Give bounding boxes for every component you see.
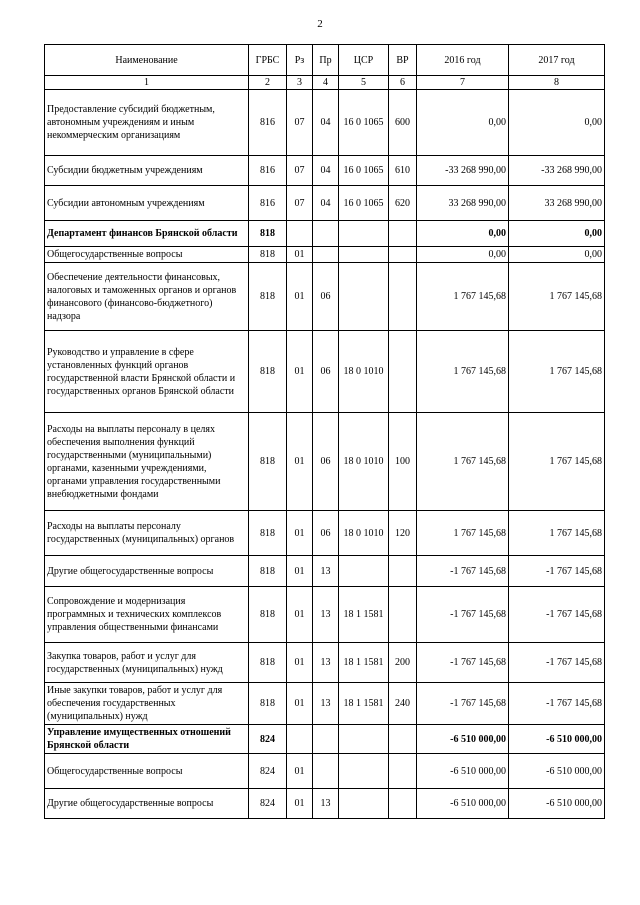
cell-name: Предоставление субсидий бюджетным, автономным учреждениям и иным некоммерческим организациям: [45, 90, 249, 156]
cell-csr: 18 1 1581: [339, 587, 389, 643]
cell-2017: 33 268 990,00: [509, 186, 605, 221]
cell-name: Субсидии автономным учреждениям: [45, 186, 249, 221]
cell-csr: 18 1 1581: [339, 683, 389, 725]
cell-name: Руководство и управление в сфере установленных функций органов государственной власти Брянской области и государственных органов Брянской области: [45, 331, 249, 413]
cell-name: Департамент финансов Брянской области: [45, 221, 249, 247]
table-row: [45, 247, 605, 263]
cell-vr: 100: [389, 413, 417, 511]
cell-csr: [339, 247, 389, 263]
cell-grbs: 818: [249, 413, 287, 511]
cell-name: Другие общегосударственные вопросы: [45, 556, 249, 587]
cell-rz: 01: [287, 247, 313, 263]
cell-grbs: 818: [249, 556, 287, 587]
cell-pr: 04: [313, 186, 339, 221]
cell-2017: -1 767 145,68: [509, 556, 605, 587]
cell-2017: 1 767 145,68: [509, 263, 605, 331]
cell-2017: 0,00: [509, 90, 605, 156]
cell-csr: 16 0 1065: [339, 186, 389, 221]
cell-csr: [339, 263, 389, 331]
cell-name: Иные закупки товаров, работ и услуг для обеспечения государственных (муниципальных) нужд: [45, 683, 249, 725]
table-row: [45, 556, 605, 587]
cell-grbs: 824: [249, 725, 287, 754]
cell-rz: [287, 725, 313, 754]
cell-2017: 1 767 145,68: [509, 511, 605, 556]
cell-name: Расходы на выплаты персоналу государственных (муниципальных) органов: [45, 511, 249, 556]
cell-name: Субсидии бюджетным учреждениям: [45, 156, 249, 186]
cell-2016: 33 268 990,00: [417, 186, 509, 221]
cell-pr: 06: [313, 413, 339, 511]
cell-name: Другие общегосударственные вопросы: [45, 789, 249, 819]
cell-2016: -1 767 145,68: [417, 643, 509, 683]
header-row: [45, 45, 605, 76]
table-row: [45, 683, 605, 725]
cell-csr: 16 0 1065: [339, 156, 389, 186]
cell-name: Расходы на выплаты персоналу в целях обеспечения выполнения функций государственными (муниципальными) органами, казенными учреждениями, органами управления государственными внебюджетными фондами: [45, 413, 249, 511]
column-number: 6: [389, 76, 417, 90]
cell-pr: 13: [313, 556, 339, 587]
column-number: 8: [509, 76, 605, 90]
cell-vr: [389, 725, 417, 754]
cell-grbs: 818: [249, 511, 287, 556]
cell-pr: 04: [313, 156, 339, 186]
cell-name: Управление имущественных отношений Брянской области: [45, 725, 249, 754]
cell-grbs: 824: [249, 754, 287, 789]
cell-csr: [339, 754, 389, 789]
cell-rz: 01: [287, 413, 313, 511]
cell-2017: 0,00: [509, 247, 605, 263]
column-number: 4: [313, 76, 339, 90]
cell-vr: [389, 789, 417, 819]
cell-2016: 0,00: [417, 90, 509, 156]
table-row: [45, 263, 605, 331]
cell-name: Общегосударственные вопросы: [45, 754, 249, 789]
cell-rz: [287, 221, 313, 247]
cell-grbs: 818: [249, 221, 287, 247]
cell-2016: 1 767 145,68: [417, 413, 509, 511]
cell-pr: 06: [313, 511, 339, 556]
cell-rz: 01: [287, 556, 313, 587]
cell-rz: 01: [287, 511, 313, 556]
header-pr: Пр: [313, 45, 339, 76]
cell-vr: [389, 221, 417, 247]
header-2016: 2016 год: [417, 45, 509, 76]
cell-vr: [389, 754, 417, 789]
cell-2016: 1 767 145,68: [417, 511, 509, 556]
cell-grbs: 818: [249, 331, 287, 413]
header-rz: Рз: [287, 45, 313, 76]
cell-2017: -6 510 000,00: [509, 754, 605, 789]
cell-rz: 01: [287, 587, 313, 643]
header-grbs: ГРБС: [249, 45, 287, 76]
cell-2016: -1 767 145,68: [417, 556, 509, 587]
cell-2017: -1 767 145,68: [509, 587, 605, 643]
cell-rz: 01: [287, 789, 313, 819]
cell-grbs: 818: [249, 247, 287, 263]
cell-rz: 01: [287, 683, 313, 725]
cell-2017: 1 767 145,68: [509, 413, 605, 511]
cell-csr: [339, 789, 389, 819]
cell-2016: 0,00: [417, 221, 509, 247]
cell-2017: -6 510 000,00: [509, 725, 605, 754]
cell-rz: 07: [287, 156, 313, 186]
cell-rz: 01: [287, 263, 313, 331]
table-row: [45, 511, 605, 556]
cell-2016: -6 510 000,00: [417, 725, 509, 754]
cell-2017: 0,00: [509, 221, 605, 247]
cell-2017: -33 268 990,00: [509, 156, 605, 186]
cell-pr: [313, 754, 339, 789]
cell-pr: [313, 221, 339, 247]
header-csr: ЦСР: [339, 45, 389, 76]
header-vr: ВР: [389, 45, 417, 76]
cell-rz: 07: [287, 90, 313, 156]
cell-name: Закупка товаров, работ и услуг для государственных (муниципальных) нужд: [45, 643, 249, 683]
cell-name: Обеспечение деятельности финансовых, налоговых и таможенных органов и органов финансового (финансово-бюджетного) надзора: [45, 263, 249, 331]
cell-rz: 01: [287, 331, 313, 413]
header-2017: 2017 год: [509, 45, 605, 76]
cell-pr: 13: [313, 643, 339, 683]
cell-vr: [389, 331, 417, 413]
table-row: [45, 156, 605, 186]
cell-pr: 04: [313, 90, 339, 156]
page-number: 2: [317, 18, 323, 30]
cell-csr: 18 0 1010: [339, 331, 389, 413]
table-row: [45, 331, 605, 413]
column-number: 7: [417, 76, 509, 90]
table-row: [45, 587, 605, 643]
cell-2017: -1 767 145,68: [509, 643, 605, 683]
table-row: [45, 413, 605, 511]
cell-pr: 06: [313, 263, 339, 331]
cell-vr: [389, 247, 417, 263]
cell-grbs: 818: [249, 263, 287, 331]
cell-2016: -33 268 990,00: [417, 156, 509, 186]
cell-grbs: 816: [249, 156, 287, 186]
table-row: [45, 643, 605, 683]
cell-pr: 13: [313, 683, 339, 725]
column-number: 1: [45, 76, 249, 90]
cell-grbs: 824: [249, 789, 287, 819]
column-number: 2: [249, 76, 287, 90]
cell-2016: 1 767 145,68: [417, 263, 509, 331]
table-row: [45, 789, 605, 819]
cell-name: Сопровождение и модернизация программных и технических комплексов управления общественными финансами: [45, 587, 249, 643]
cell-2017: -1 767 145,68: [509, 683, 605, 725]
table-row: [45, 90, 605, 156]
cell-pr: 13: [313, 587, 339, 643]
cell-grbs: 818: [249, 587, 287, 643]
cell-vr: [389, 263, 417, 331]
cell-rz: 01: [287, 754, 313, 789]
cell-2016: 0,00: [417, 247, 509, 263]
column-number: 3: [287, 76, 313, 90]
cell-grbs: 818: [249, 643, 287, 683]
cell-pr: [313, 725, 339, 754]
cell-pr: 13: [313, 789, 339, 819]
cell-csr: 18 0 1010: [339, 413, 389, 511]
cell-csr: 18 0 1010: [339, 511, 389, 556]
cell-csr: [339, 221, 389, 247]
cell-csr: [339, 556, 389, 587]
cell-pr: 06: [313, 331, 339, 413]
cell-vr: [389, 587, 417, 643]
cell-rz: 07: [287, 186, 313, 221]
cell-vr: 600: [389, 90, 417, 156]
cell-2016: -1 767 145,68: [417, 683, 509, 725]
cell-pr: [313, 247, 339, 263]
cell-name: Общегосударственные вопросы: [45, 247, 249, 263]
cell-csr: 18 1 1581: [339, 643, 389, 683]
cell-vr: 610: [389, 156, 417, 186]
column-number: 5: [339, 76, 389, 90]
cell-2017: 1 767 145,68: [509, 331, 605, 413]
table-row: [45, 221, 605, 247]
cell-vr: 620: [389, 186, 417, 221]
cell-2016: -1 767 145,68: [417, 587, 509, 643]
cell-csr: 16 0 1065: [339, 90, 389, 156]
table-row: [45, 725, 605, 754]
cell-vr: [389, 556, 417, 587]
table-row: [45, 186, 605, 221]
cell-vr: 200: [389, 643, 417, 683]
budget-table: [44, 44, 605, 819]
column-number-row: [45, 76, 605, 90]
cell-2016: -6 510 000,00: [417, 789, 509, 819]
cell-grbs: 816: [249, 186, 287, 221]
cell-grbs: 818: [249, 683, 287, 725]
cell-rz: 01: [287, 643, 313, 683]
cell-2016: -6 510 000,00: [417, 754, 509, 789]
table-row: [45, 754, 605, 789]
cell-vr: 120: [389, 511, 417, 556]
cell-csr: [339, 725, 389, 754]
cell-2016: 1 767 145,68: [417, 331, 509, 413]
cell-grbs: 816: [249, 90, 287, 156]
cell-vr: 240: [389, 683, 417, 725]
cell-2017: -6 510 000,00: [509, 789, 605, 819]
header-name: Наименование: [45, 45, 249, 76]
